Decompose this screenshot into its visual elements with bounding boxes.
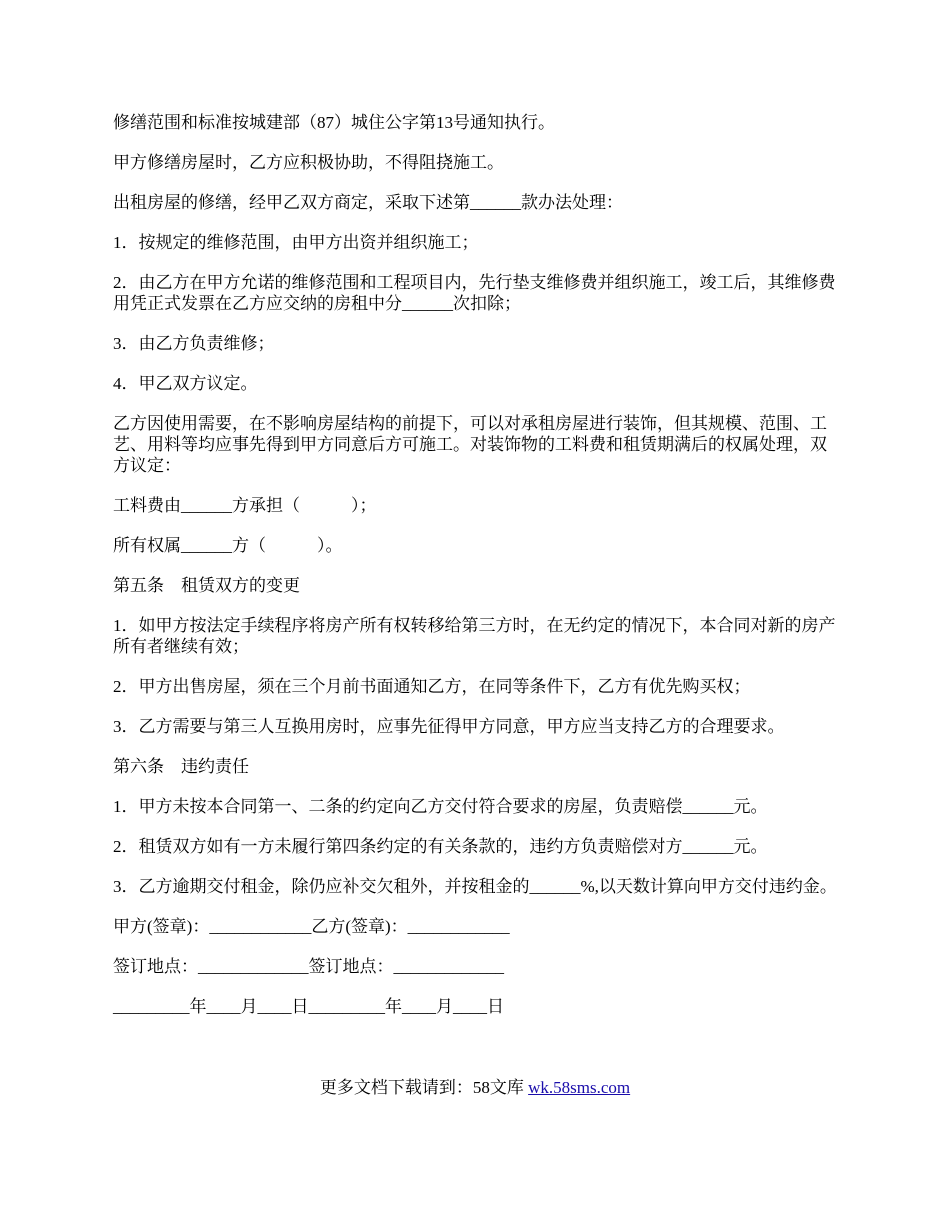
- heading-article-6: 第六条 违约责任: [113, 757, 249, 776]
- footer-link[interactable]: wk.58sms.com: [528, 1078, 631, 1097]
- paragraph-method-4: 4．甲乙双方议定。: [113, 374, 258, 393]
- paragraph-change-3: 3．乙方需要与第三人互换用房时，应事先征得甲方同意，甲方应当支持乙方的合理要求。: [113, 717, 785, 736]
- paragraph-change-1: 1．如甲方按法定手续程序将房产所有权转移给第三方时，在无约定的情况下，本合同对新的房产所有者继续有效；: [113, 616, 836, 656]
- paragraph-method-1: 1．按规定的维修范围，由甲方出资并组织施工；: [113, 233, 479, 252]
- paragraph-liability-2: 2．租赁双方如有一方未履行第四条约定的有关条款的，违约方负责赔偿对方______元。: [113, 837, 768, 856]
- paragraph-method-3: 3．由乙方负责维修；: [113, 334, 275, 353]
- footer-text: 更多文档下载请到：58文库: [319, 1078, 529, 1097]
- paragraph-change-2: 2．甲方出售房屋，须在三个月前书面通知乙方，在同等条件下，乙方有优先购买权；: [113, 677, 751, 696]
- paragraph-method-2: 2．由乙方在甲方允诺的维修范围和工程项目内，先行垫支维修费并组织施工，竣工后，其维修费用凭正式发票在乙方应交纳的房租中分______次扣除；: [113, 273, 836, 313]
- document-body: [113, 112, 843, 1036]
- signature-line: 甲方(签章)：____________乙方(签章)：____________: [113, 917, 510, 936]
- heading-article-5: 第五条 租赁双方的变更: [113, 576, 300, 595]
- paragraph-repair-method: 出租房屋的修缮，经甲乙双方商定，采取下述第______款办法处理：: [113, 193, 623, 212]
- signing-place-line: 签订地点：_____________签订地点：_____________: [113, 957, 504, 976]
- paragraph-liability-3: 3．乙方逾期交付租金，除仍应补交欠租外，并按租金的______%,以天数计算向甲方交付违约金。: [113, 877, 837, 896]
- download-footer: [0, 1077, 950, 1098]
- paragraph-repair-scope: 修缮范围和标准按城建部（87）城住公字第13号通知执行。: [113, 113, 555, 132]
- signing-date-line: _________年____月____日_________年____月____日: [113, 997, 504, 1016]
- paragraph-repair-cooperation: 甲方修缮房屋时，乙方应积极协助，不得阻挠施工。: [113, 153, 504, 172]
- paragraph-ownership: 所有权属______方（ ）。: [113, 536, 343, 555]
- paragraph-decoration: 乙方因使用需要，在不影响房屋结构的前提下，可以对承租房屋进行装饰，但其规模、范围、工艺、用料等均应事先得到甲方同意后方可施工。对装饰物的工料费和租赁期满后的权属处理，双方议定：: [113, 414, 827, 475]
- paragraph-material-cost: 工料费由______方承担（ ）；: [113, 496, 377, 515]
- paragraph-liability-1: 1．甲方未按本合同第一、二条的约定向乙方交付符合要求的房屋，负责赔偿______元。: [113, 797, 768, 816]
